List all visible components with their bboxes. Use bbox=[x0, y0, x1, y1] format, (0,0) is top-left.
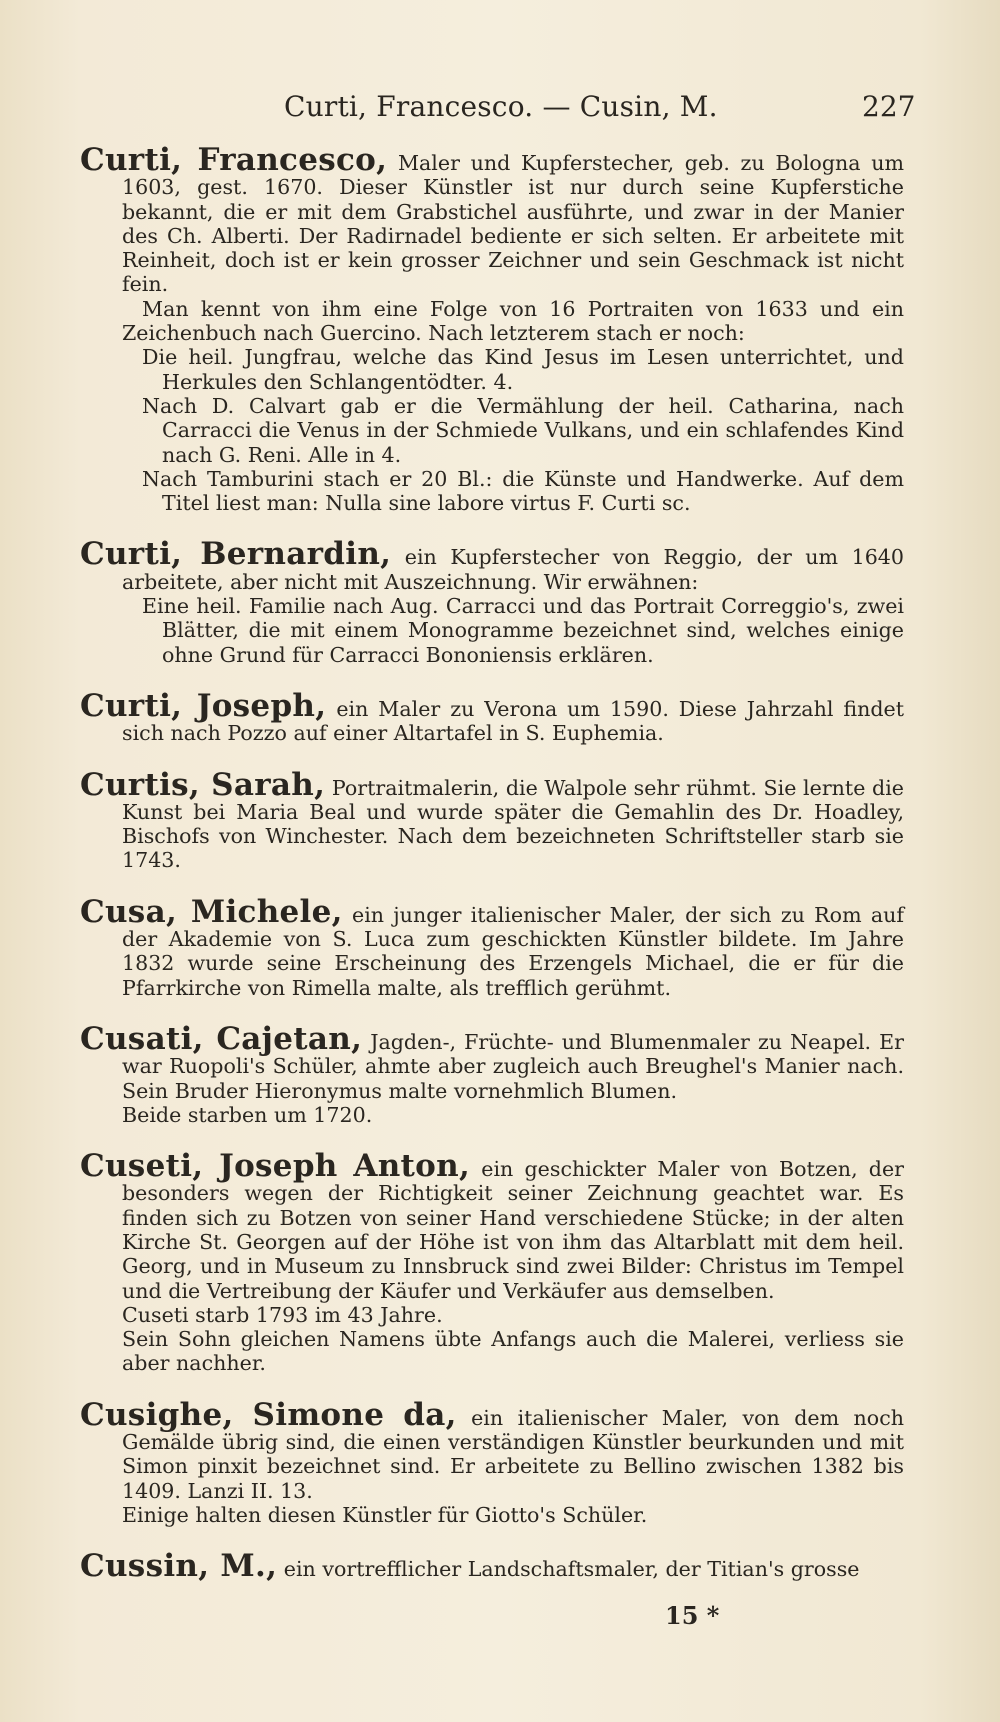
entry-name: Curti, Bernardin, bbox=[80, 536, 392, 573]
entry-work-item: Eine heil. Familie nach Aug. Carracci und das Portrait Correggio's, zwei Blätter, die mit einem Monogramme bezeichnet sind, welches einige ohne Grund für Carracci Bononiensis erklären. bbox=[142, 594, 904, 667]
entry-paragraph: Sein Sohn gleichen Namens übte Anfangs auch die Malerei, verliess sie aber nachher. bbox=[122, 1327, 904, 1376]
entry-cuseti-joseph-anton bbox=[80, 1148, 905, 1376]
entry-work-item: Nach Tamburini stach er 20 Bl.: die Künste und Handwerke. Auf dem Titel liest man: Nulla sine labore virtus F. Curti sc. bbox=[142, 466, 904, 516]
entry-name: Cusighe, Simone da, bbox=[80, 1396, 457, 1433]
entry-text: ein italienischer Maler, von dem noch Gemälde übrig sind, die einen verständigen Künstler beurkunden und mit Simon pinxit bezeichnet sind. Er arbeitete zu Bellino zwischen 1382 bis 1409. Lanzi II. 13. bbox=[122, 1405, 904, 1503]
entry-lead bbox=[80, 1396, 904, 1503]
entry-cusighe-simone bbox=[80, 1396, 904, 1527]
entry-name: Cusati, Cajetan, bbox=[80, 1020, 363, 1057]
entry-lead bbox=[80, 536, 904, 594]
entry-text: ein Maler zu Verona um 1590. Diese Jahrzahl findet sich nach Pozzo auf einer Altartafel in S. Euphemia. bbox=[122, 696, 905, 746]
entry-lead bbox=[80, 1148, 905, 1303]
entry-name: Curti, Joseph, bbox=[80, 687, 327, 724]
entry-paragraph: Cuseti starb 1793 im 43 Jahre. bbox=[122, 1302, 443, 1327]
entry-cussin-m bbox=[80, 1548, 904, 1585]
entry-paragraph: Man kennt von ihm eine Folge von 16 Portraiten von 1633 und ein Zeichenbuch nach Guercino. Nach letzterem stach er noch: bbox=[122, 296, 904, 346]
entry-lead bbox=[80, 142, 905, 297]
signature-mark: 15 * bbox=[665, 1601, 720, 1630]
entry-text: Jagden-, Früchte- und Blumenmaler zu Neapel. Er war Ruopoli's Schüler, ahmte aber zugleich auch Breughel's Manier nach. Sein Bruder Hieronymus malte vornehmlich Blumen. bbox=[122, 1029, 905, 1103]
entry-name: Cuseti, Joseph Anton, bbox=[80, 1148, 471, 1185]
entry-lead bbox=[80, 1548, 904, 1585]
entry-name: Curtis, Sarah, bbox=[80, 766, 326, 803]
entry-name: Cussin, M., bbox=[80, 1548, 278, 1585]
entry-curtis-sarah bbox=[80, 766, 904, 873]
entry-curti-bernardin bbox=[80, 536, 904, 667]
entry-paragraph: Einige halten diesen Künstler für Giotto's Schüler. bbox=[122, 1502, 648, 1527]
entry-work-item: Nach D. Calvart gab er die Vermählung der heil. Catharina, nach Carracci die Venus in der Schmiede Vulkans, und ein schlafendes Kind nach G. Reni. Alle in 4. bbox=[142, 393, 904, 467]
entry-cusati-cajetan bbox=[80, 1020, 905, 1127]
entry-curti-francesco bbox=[80, 142, 905, 516]
entry-lead bbox=[80, 766, 904, 873]
entry-curti-joseph bbox=[80, 687, 905, 746]
entry-text: Maler und Kupferstecher, geb. zu Bologna um 1603, gest. 1670. Dieser Künstler ist nur durch seine Kupferstiche bekannt, die er mit dem Grabstichel ausführte, und zwar in der Manier des Ch. Alberti. Der Radirnadel bediente er sich selten. Er arbeitete mit Reinheit, doch ist er kein grosser Zeichner und sein Geschmack ist nicht fein. bbox=[122, 151, 905, 297]
page-number: 227 bbox=[862, 90, 916, 123]
dictionary-entries bbox=[80, 142, 905, 1609]
entry-name: Cusa, Michele, bbox=[80, 893, 343, 930]
entry-text: ein vortrefflicher Landschaftsmaler, der Titian's grosse bbox=[283, 1557, 860, 1582]
entry-lead bbox=[80, 893, 905, 1000]
entry-paragraph: Beide starben um 1720. bbox=[122, 1102, 373, 1127]
entry-name: Curti, Francesco, bbox=[80, 142, 388, 178]
entry-cusa-michele bbox=[80, 893, 905, 1000]
entry-lead bbox=[80, 687, 905, 746]
page-header bbox=[0, 90, 1000, 130]
running-head: Curti, Francesco. — Cusin, M. bbox=[284, 90, 718, 123]
entry-text: ein geschickter Maler von Botzen, der besonders wegen der Richtigkeit seiner Zeichnung geachtet war. Es finden sich zu Botzen von seiner Hand verschiedene Stücke; in der alten Kirche St. Georgen auf der Höhe ist von ihm das Altarblatt mit dem heil. Georg, und in Museum zu Innsbruck sind zwei Bilder: Christus im Tempel und die Vertreibung der Käufer und Verkäufer aus demselben. bbox=[122, 1157, 905, 1303]
entry-lead bbox=[80, 1020, 905, 1103]
entry-text: Portraitmalerin, die Walpole sehr rühmt. Sie lernte die Kunst bei Maria Beal und wurde später die Gemahlin des Dr. Hoadley, Bischofs von Winchester. Nach dem bezeichneten Schriftsteller starb sie 1743. bbox=[122, 775, 904, 873]
entry-text: ein Kupferstecher von Reggio, der um 1640 arbeitete, aber nicht mit Auszeichnung. Wir erwähnen: bbox=[122, 545, 904, 594]
entry-text: ein junger italienischer Maler, der sich zu Rom auf der Akademie von S. Luca zum geschickten Künstler bildete. Im Jahre 1832 wurde seine Erscheinung des Erzengels Michael, die er für die Pfarrkirche von Rimella malte, als trefflich gerühmt. bbox=[122, 902, 905, 1000]
entry-work-item: Die heil. Jungfrau, welche das Kind Jesus im Lesen unterrichtet, und Herkules den Schlangentödter. 4. bbox=[142, 345, 904, 394]
